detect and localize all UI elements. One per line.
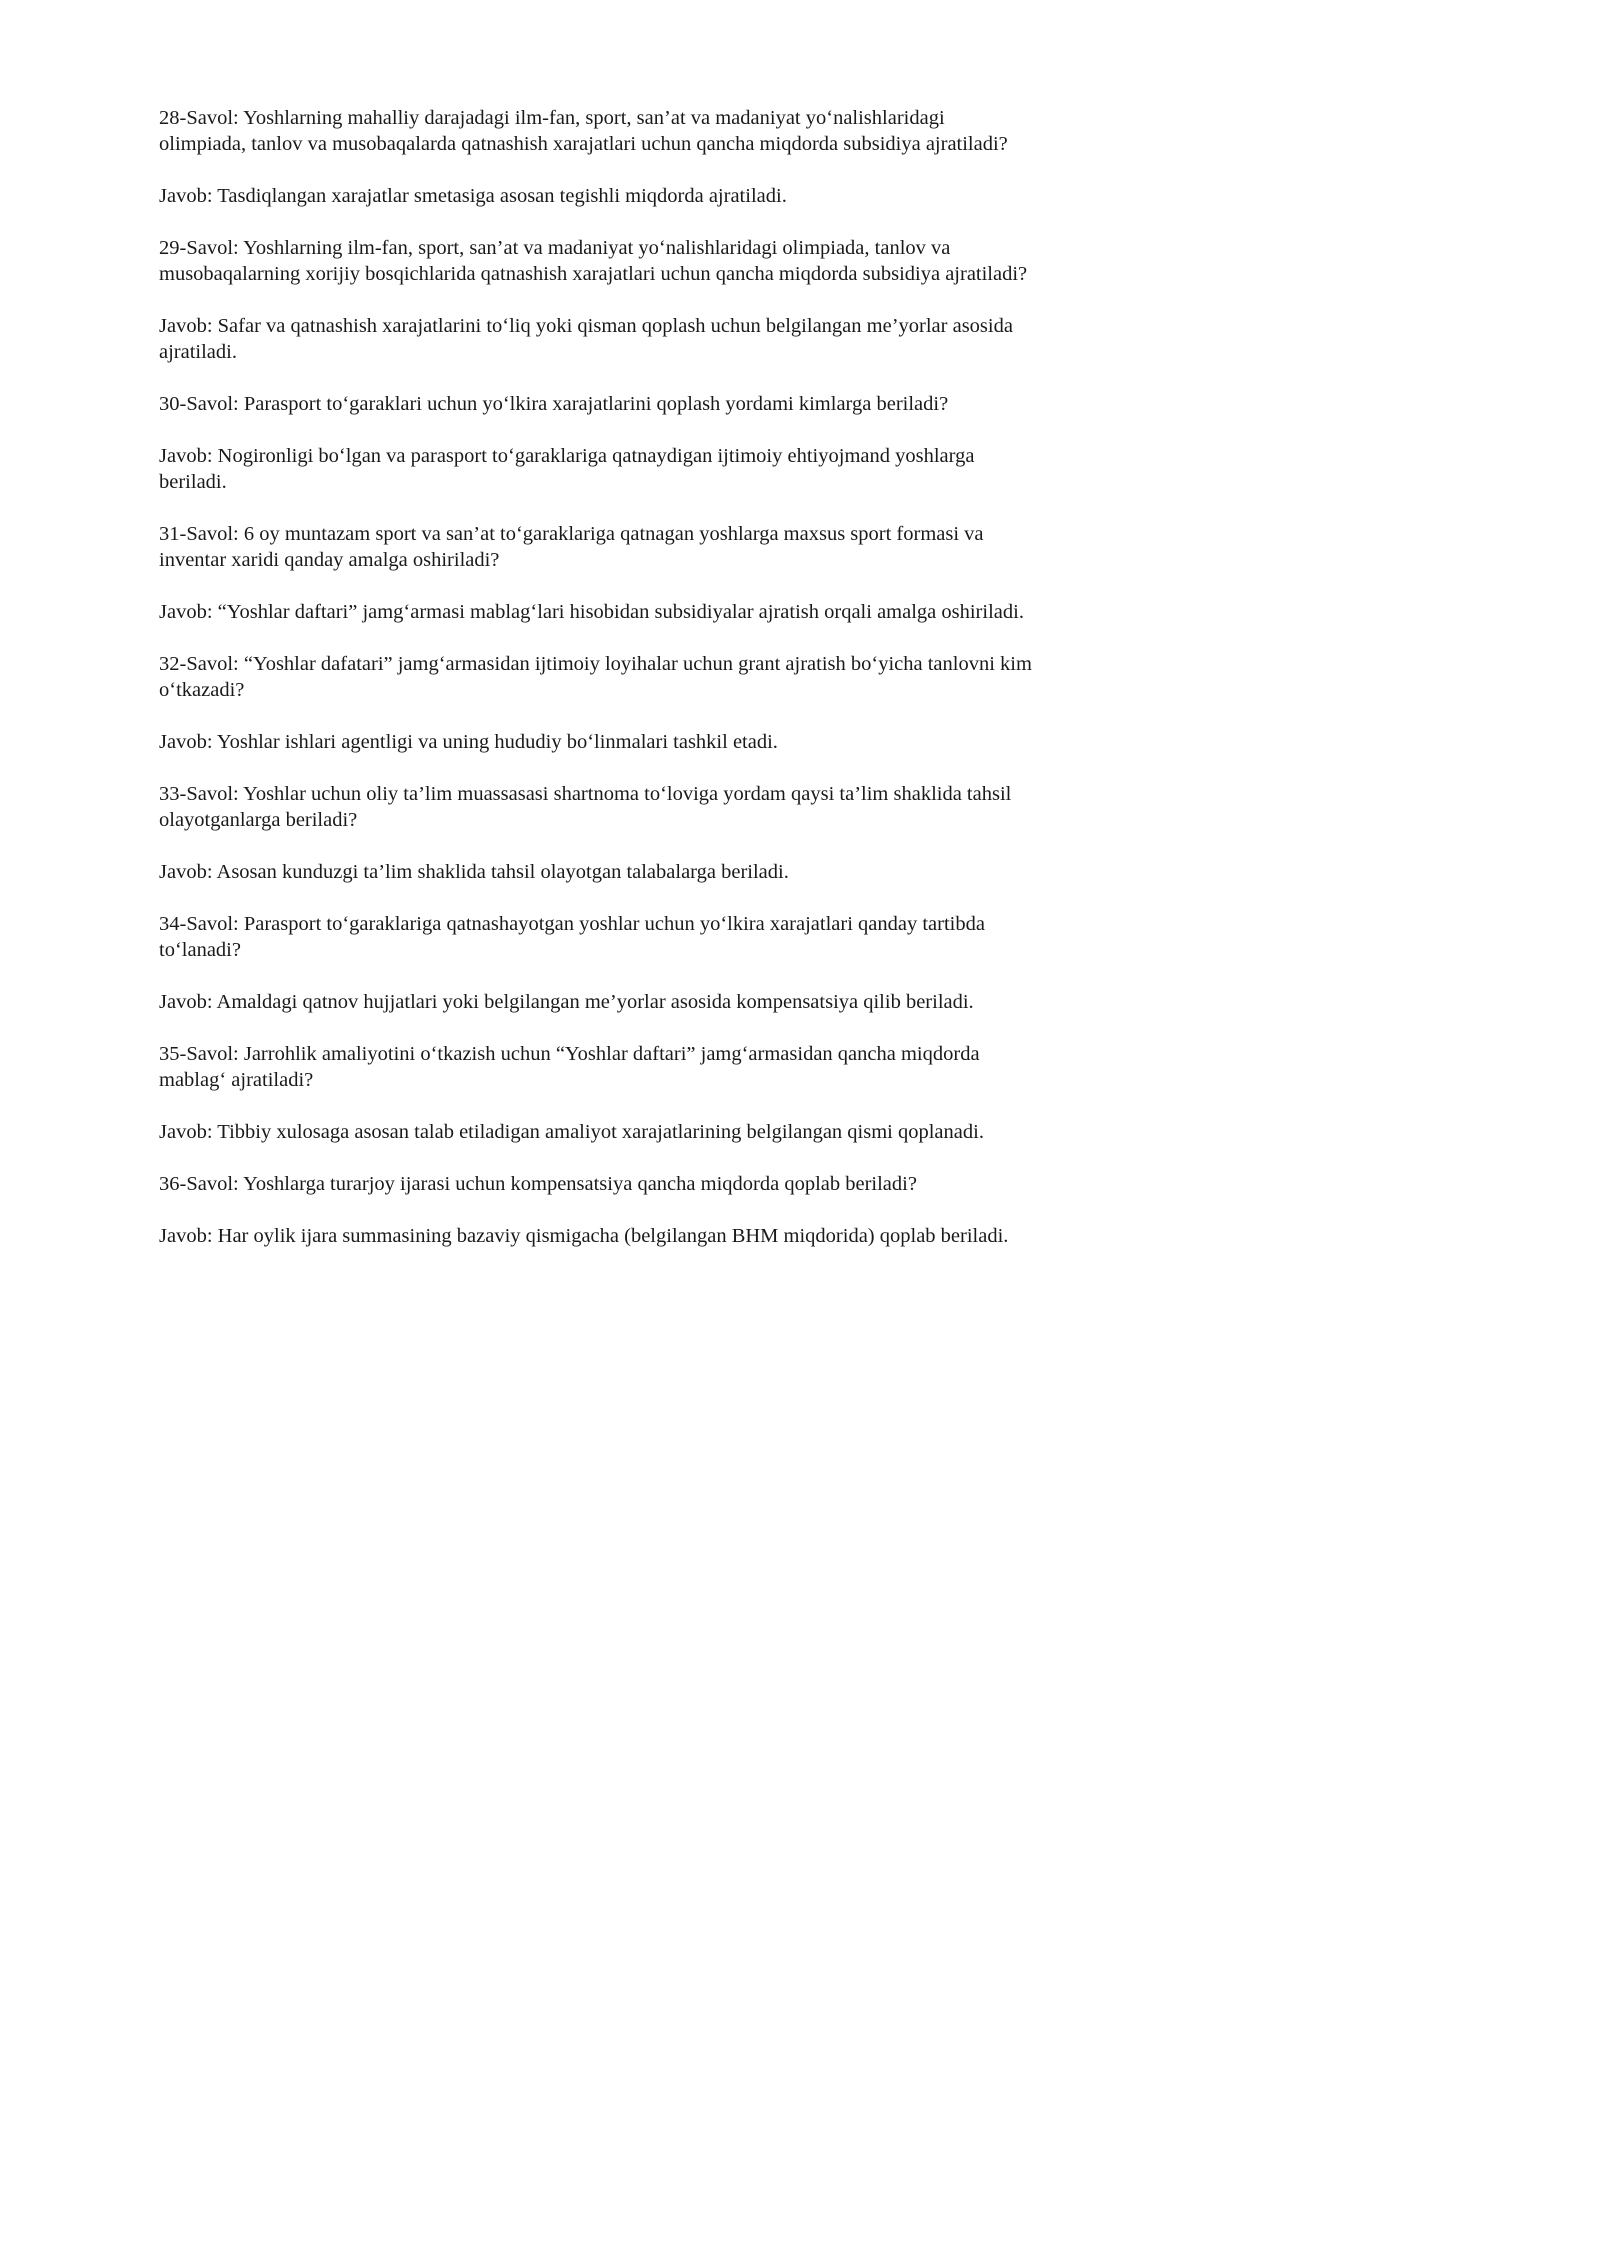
question-33: 33-Savol: Yoshlar uchun oliy ta’lim muassasasi shartnoma to‘loviga yordam qaysi ta’lim shaklida tahsil olayotganlarga beriladi? — [159, 783, 1012, 831]
answer-35: Javob: Tibbiy xulosaga asosan talab etiladigan amaliyot xarajatlarining belgilangan qismi qoplanadi. — [159, 1121, 984, 1143]
question-34: 34-Savol: Parasport to‘garaklariga qatnashayotgan yoshlar uchun yo‘lkira xarajatlari qanday tartibda to‘lanadi? — [159, 913, 985, 961]
question-35: 35-Savol: Jarrohlik amaliyotini o‘tkazish uchun “Yoshlar daftari” jamg‘armasidan qancha miqdorda mablag‘ ajratiladi? — [159, 1043, 980, 1091]
answer-29: Javob: Safar va qatnashish xarajatlarini to‘liq yoki qisman qoplash uchun belgilangan me’yorlar asosida ajratiladi. — [159, 315, 1013, 363]
answer-28: Javob: Tasdiqlangan xarajatlar smetasiga asosan tegishli miqdorda ajratiladi. — [159, 185, 787, 207]
answer-36: Javob: Har oylik ijara summasining bazaviy qismigacha (belgilangan BHM miqdorida) qoplab beriladi. — [159, 1225, 1009, 1247]
answer-33: Javob: Asosan kunduzgi ta’lim shaklida tahsil olayotgan talabalarga beriladi. — [159, 861, 789, 883]
question-29: 29-Savol: Yoshlarning ilm-fan, sport, san’at va madaniyat yo‘nalishlaridagi olimpiada, tanlov va musobaqalarning xorijiy bosqichlarida qatnashish xarajatlari uchun qancha miqdorda subsidiya ajratiladi? — [159, 237, 1028, 285]
document-page — [0, 0, 1102, 1558]
question-31: 31-Savol: 6 oy muntazam sport va san’at to‘garaklariga qatnagan yoshlarga maxsus sport formasi va inventar xaridi qanday amalga oshiriladi? — [159, 523, 984, 571]
question-36: 36-Savol: Yoshlarga turarjoy ijarasi uchun kompensatsiya qancha miqdorda qoplab beriladi? — [159, 1173, 917, 1195]
answer-31: Javob: “Yoshlar daftari” jamg‘armasi mablag‘lari hisobidan subsidiyalar ajratish orqali amalga oshiriladi. — [159, 601, 1024, 623]
question-32: 32-Savol: “Yoshlar dafatari” jamg‘armasidan ijtimoiy loyihalar uchun grant ajratish bo‘yicha tanlovni kim o‘tkazadi? — [159, 653, 1032, 701]
answer-30: Javob: Nogironligi bo‘lgan va parasport to‘garaklariga qatnaydigan ijtimoiy ehtiyojmand yoshlarga beriladi. — [159, 445, 975, 493]
question-30: 30-Savol: Parasport to‘garaklari uchun yo‘lkira xarajatlarini qoplash yordami kimlarga beriladi? — [159, 393, 949, 415]
answer-34: Javob: Amaldagi qatnov hujjatlari yoki belgilangan me’yorlar asosida kompensatsiya qilib beriladi. — [159, 991, 974, 1013]
question-28: 28-Savol: Yoshlarning mahalliy darajadagi ilm-fan, sport, san’at va madaniyat yo‘nalishlaridagi olimpiada, tanlov va musobaqalarda qatnashish xarajatlari uchun qancha miqdorda subsidiya ajratiladi? — [159, 107, 1008, 155]
answer-32: Javob: Yoshlar ishlari agentligi va uning hududiy bo‘linmalari tashkil etadi. — [159, 731, 778, 753]
